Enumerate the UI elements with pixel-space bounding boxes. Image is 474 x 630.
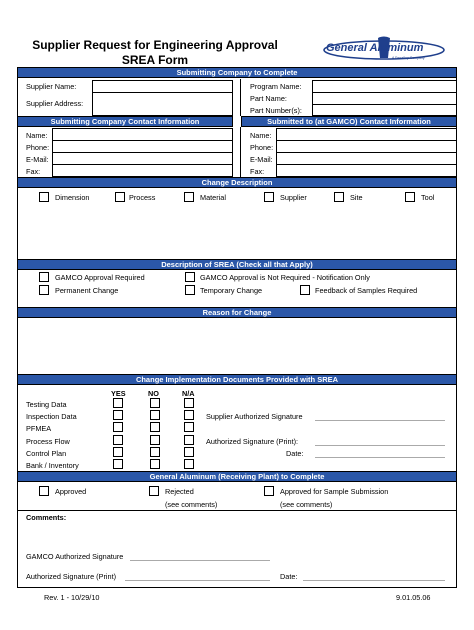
tool-checkbox[interactable] — [405, 192, 415, 202]
receiving-date-line[interactable] — [303, 580, 445, 581]
approval-required-checkbox[interactable] — [39, 272, 49, 282]
contact-name-label: Name: — [26, 131, 48, 140]
program-name-label: Program Name: — [250, 82, 302, 91]
gamco-phone-label: Phone: — [250, 143, 274, 152]
approval-not-required-label: GAMCO Approval is Not Required - Notification Only — [200, 273, 370, 282]
contact-fax-field[interactable] — [52, 164, 233, 177]
supplier-checkbox[interactable] — [264, 192, 274, 202]
contact-fax-label: Fax: — [26, 167, 41, 176]
rejected-label: Rejected — [165, 487, 194, 496]
tool-label: Tool — [421, 193, 435, 202]
logo-text: General Aluminum — [326, 42, 424, 54]
col-no: NO — [148, 389, 159, 398]
gamco-signature-line[interactable] — [130, 560, 270, 561]
section-change-description: Change Description — [17, 177, 457, 188]
section-gamco-contact: Submitted to (at GAMCO) Contact Information — [241, 116, 457, 127]
process-checkbox[interactable] — [115, 192, 125, 202]
dimension-checkbox[interactable] — [39, 192, 49, 202]
doc-checkbox-yes[interactable] — [113, 459, 123, 469]
gamco-email-label: E-Mail: — [250, 155, 273, 164]
doc-checkbox-yes[interactable] — [113, 422, 123, 432]
doc-checkbox-na[interactable] — [184, 410, 194, 420]
doc-checkbox-na[interactable] — [184, 422, 194, 432]
see-comments-rejected: (see comments) — [165, 500, 218, 509]
permanent-change-checkbox[interactable] — [39, 285, 49, 295]
section-reason-for-change: Reason for Change — [17, 307, 457, 318]
doc-checkbox-na[interactable] — [184, 447, 194, 457]
supplier-label: Supplier — [280, 193, 307, 202]
authorized-print-line[interactable] — [315, 445, 445, 446]
part-name-label: Part Name: — [250, 94, 287, 103]
doc-checkbox-yes[interactable] — [113, 410, 123, 420]
part-numbers-label: Part Number(s): — [250, 106, 302, 115]
doc-checkbox-no[interactable] — [150, 398, 160, 408]
logo-tagline: A Ferralloy Company — [392, 56, 425, 60]
doc-row-label: Testing Data — [26, 400, 67, 409]
part-numbers-field[interactable] — [312, 104, 457, 116]
approval-required-label: GAMCO Approval Required — [55, 273, 145, 282]
doc-checkbox-no[interactable] — [150, 435, 160, 445]
doc-checkbox-yes[interactable] — [113, 447, 123, 457]
approved-checkbox[interactable] — [39, 486, 49, 496]
supplier-address-field[interactable] — [92, 92, 233, 116]
doc-checkbox-na[interactable] — [184, 459, 194, 469]
gamco-fax-label: Fax: — [250, 167, 265, 176]
process-label: Process — [129, 193, 156, 202]
section-submitting-contact: Submitting Company Contact Information — [17, 116, 233, 127]
doc-checkbox-no[interactable] — [150, 410, 160, 420]
doc-row-label: Control Plan — [26, 449, 67, 458]
gamco-fax-field[interactable] — [276, 164, 457, 177]
authorized-print-label: Authorized Signature (Print): — [206, 437, 299, 446]
doc-date-label: Date: — [286, 449, 304, 458]
form-subtitle: SREA Form — [121, 53, 189, 67]
receiving-print-line[interactable] — [125, 580, 270, 581]
doc-row-label: Inspection Data — [26, 412, 77, 421]
approved-label: Approved — [55, 487, 87, 496]
gamco-signature-label: GAMCO Authorized Signature — [26, 552, 124, 561]
rejected-checkbox[interactable] — [149, 486, 159, 496]
change-description-textarea[interactable] — [18, 205, 456, 257]
reason-textarea[interactable] — [18, 319, 456, 373]
document-number: 9.01.05.06 — [396, 593, 431, 602]
doc-checkbox-no[interactable] — [150, 447, 160, 457]
approved-samples-label: Approved for Sample Submission — [280, 487, 389, 496]
permanent-change-label: Permanent Change — [55, 286, 119, 295]
doc-checkbox-yes[interactable] — [113, 398, 123, 408]
doc-checkbox-yes[interactable] — [113, 435, 123, 445]
doc-row-label: PFMEA — [26, 424, 52, 433]
approval-not-required-checkbox[interactable] — [185, 272, 195, 282]
form-title: Supplier Request for Engineering Approval — [32, 38, 278, 52]
supplier-address-label: Supplier Address: — [26, 99, 84, 108]
feedback-samples-checkbox[interactable] — [300, 285, 310, 295]
receiving-print-label: Authorized Signature (Print) — [26, 572, 117, 581]
supplier-name-label: Supplier Name: — [26, 82, 77, 91]
see-comments-samples: (see comments) — [280, 500, 333, 509]
dimension-label: Dimension — [55, 193, 90, 202]
doc-row-label: Bank / Inventory — [26, 461, 79, 470]
col-yes: YES — [111, 389, 126, 398]
material-checkbox[interactable] — [184, 192, 194, 202]
contact-phone-label: Phone: — [26, 143, 50, 152]
section-implementation-docs: Change Implementation Documents Provided with SREA — [17, 374, 457, 385]
col-na: N/A — [182, 389, 195, 398]
section-description-srea: Description of SREA (Check all that Apply) — [17, 259, 457, 270]
site-label: Site — [350, 193, 363, 202]
approved-samples-checkbox[interactable] — [264, 486, 274, 496]
doc-checkbox-na[interactable] — [184, 435, 194, 445]
temporary-change-label: Temporary Change — [200, 286, 263, 295]
feedback-samples-label: Feedback of Samples Required — [315, 286, 418, 295]
gamco-name-label: Name: — [250, 131, 272, 140]
temporary-change-checkbox[interactable] — [185, 285, 195, 295]
doc-row-label: Process Flow — [26, 437, 70, 446]
section-receiving-plant: General Aluminum (Receiving Plant) to Complete — [17, 471, 457, 482]
site-checkbox[interactable] — [334, 192, 344, 202]
revision-label: Rev. 1 - 10/29/10 — [44, 593, 100, 602]
comments-label: Comments: — [26, 513, 67, 522]
comments-textarea[interactable] — [18, 523, 456, 549]
supplier-signature-line[interactable] — [315, 420, 445, 421]
contact-email-label: E-Mail: — [26, 155, 49, 164]
company-logo — [322, 36, 447, 64]
receiving-date-label: Date: — [280, 572, 298, 581]
doc-date-line[interactable] — [315, 457, 445, 458]
doc-checkbox-na[interactable] — [184, 398, 194, 408]
supplier-signature-label: Supplier Authorized Signature — [206, 412, 303, 421]
doc-checkbox-no[interactable] — [150, 422, 160, 432]
doc-checkbox-no[interactable] — [150, 459, 160, 469]
section-submitting-company: Submitting Company to Complete — [17, 67, 457, 78]
material-label: Material — [200, 193, 226, 202]
